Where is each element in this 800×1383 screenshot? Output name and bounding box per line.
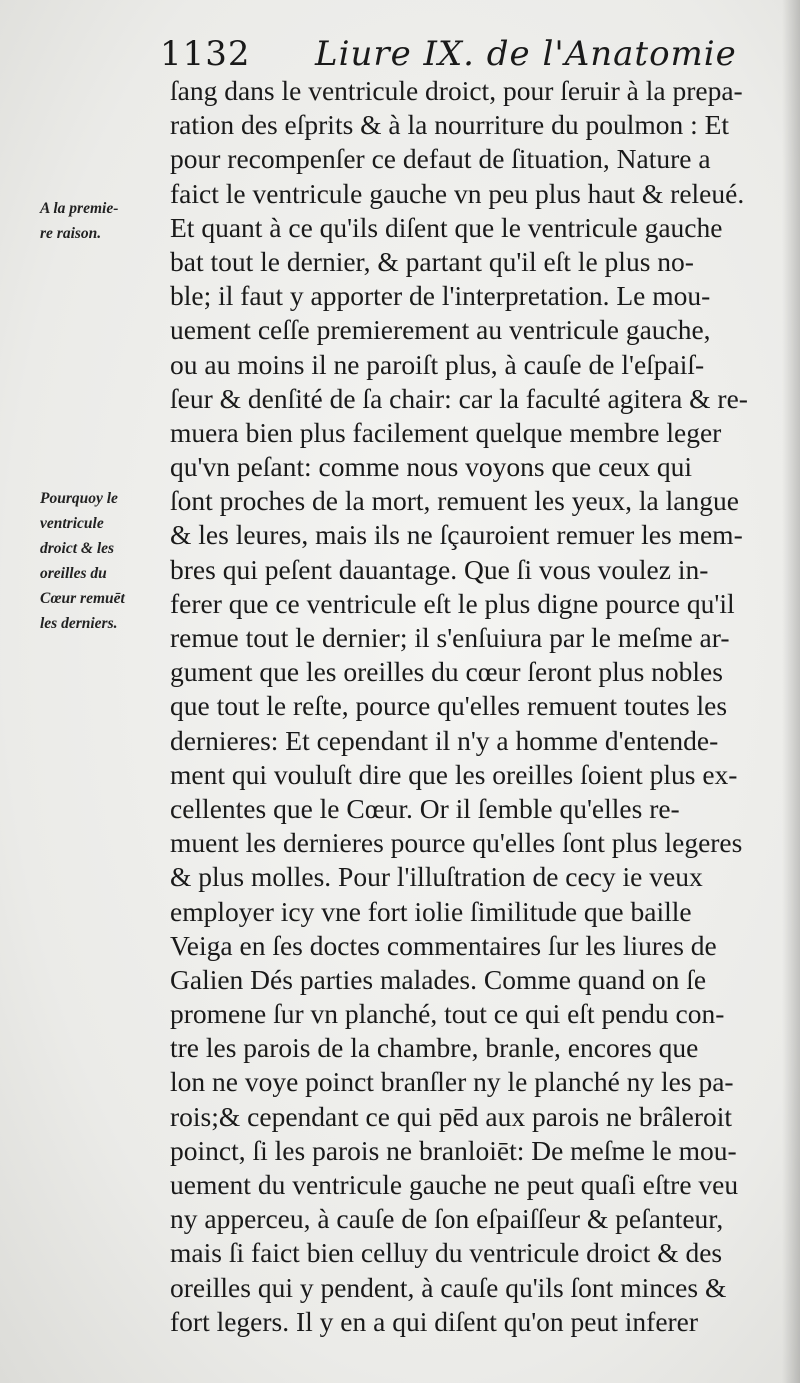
- text-line: & les leures, mais ils ne ſçauroient remuer les mem-: [170, 519, 743, 551]
- text-line: oreilles qui y pendent, à cauſe qu'ils ſont minces &: [170, 1271, 727, 1303]
- text-line: ou au moins il ne paroiſt plus, à cauſe de l'eſpaiſ-: [170, 348, 705, 380]
- margin-note-line: droict & les: [40, 540, 115, 557]
- main-text-block: [170, 74, 760, 1339]
- text-line: Veiga en ſes doctes commentaires ſur les liures de: [170, 929, 717, 961]
- text-line: ration des eſprits & à la nourriture du poulmon : Et: [170, 109, 730, 141]
- text-line: bat tout le dernier, & partant qu'il eſt le plus no-: [170, 245, 694, 277]
- text-line: tre les parois de la chambre, branle, encores que: [170, 1032, 699, 1064]
- text-line: ſang dans le ventricule droict, pour ſeruir à la prepa-: [170, 75, 743, 106]
- running-title: Liure IX. de l'Anatomie: [315, 34, 737, 74]
- text-line: qu'vn peſant: comme nous voyons que ceux qui: [170, 451, 693, 483]
- text-line: fort legers. Il y en a qui diſent qu'on peut inferer: [170, 1305, 699, 1337]
- margin-note-line: Pourquoy le: [40, 490, 118, 507]
- text-line: & plus molles. Pour l'illuſtration de cecy ie veux: [170, 861, 703, 893]
- text-line: Galien Dés parties malades. Comme quand on ſe: [170, 963, 707, 995]
- margin-note-first-reason: [40, 196, 170, 246]
- text-line: ment qui vouluſt dire que les oreilles ſoient plus ex-: [170, 758, 738, 790]
- margin-note-line: A la premie-: [40, 200, 119, 217]
- text-line: mais ſi faict bien celluy du ventricule droict & des: [170, 1237, 723, 1269]
- text-line: que tout le reſte, pource qu'elles remuent toutes les: [170, 690, 728, 722]
- text-line: ſeur & denſité de ſa chair: car la faculté agitera & re-: [170, 382, 748, 414]
- margin-note-why-right-ventricle: [40, 486, 170, 636]
- text-line: Et quant à ce qu'ils diſent que le ventricule gauche: [170, 211, 723, 243]
- margin-note-line: les derniers.: [40, 615, 118, 632]
- text-line: promene ſur vn planché, tout ce qui eſt pendu con-: [170, 998, 725, 1030]
- text-line: remue tout le dernier; il s'enſuiura par le meſme ar-: [170, 622, 730, 653]
- text-line: rois;& cependant ce qui pēd aux parois ne brâleroit: [170, 1100, 733, 1132]
- text-line: ferer que ce ventricule eſt le plus digne pource qu'il: [170, 587, 735, 619]
- text-line: ſont proches de la mort, remuent les yeux, la langue: [170, 485, 739, 517]
- page-number: 1132: [160, 34, 251, 74]
- page-edge-shadow: [782, 0, 800, 1383]
- text-line: uement ceſſe premierement au ventricule gauche,: [170, 314, 711, 346]
- margin-note-line: oreilles du: [40, 565, 107, 582]
- margin-note-line: re raison.: [40, 225, 102, 242]
- margin-note-line: Cœur remuēt: [40, 590, 125, 607]
- text-line: muent les dernieres pource qu'elles ſont plus legeres: [170, 827, 743, 859]
- text-line: dernieres: Et cependant il n'y a homme d'entende-: [170, 724, 719, 756]
- margin-note-line: ventricule: [40, 515, 104, 532]
- text-line: poinct, ſi les parois ne branloiēt: De meſme le mou-: [170, 1134, 737, 1166]
- text-line: muera bien plus facilement quelque membre leger: [170, 416, 722, 448]
- text-line: employer icy vne fort iolie ſimilitude que baille: [170, 895, 692, 927]
- text-line: faict le ventricule gauche vn peu plus haut & releué.: [170, 177, 745, 209]
- text-line: gument que les oreilles du cœur ſeront plus nobles: [170, 656, 723, 688]
- text-line: bres qui peſent dauantage. Que ſi vous voulez in-: [170, 553, 709, 585]
- text-line: ny apperceu, à cauſe de ſon eſpaiſſeur & peſanteur,: [170, 1203, 724, 1235]
- text-line: pour recompenſer ce defaut de ſituation, Nature a: [170, 143, 711, 175]
- text-line: ble; il faut y apporter de l'interpretation. Le mou-: [170, 280, 711, 312]
- text-line: lon ne voye poinct branſler ny le planché ny les pa-: [170, 1066, 734, 1098]
- text-line: cellentes que le Cœur. Or il ſemble qu'elles re-: [170, 792, 680, 824]
- text-line: uement du ventricule gauche ne peut quaſi eſtre veu: [170, 1169, 739, 1200]
